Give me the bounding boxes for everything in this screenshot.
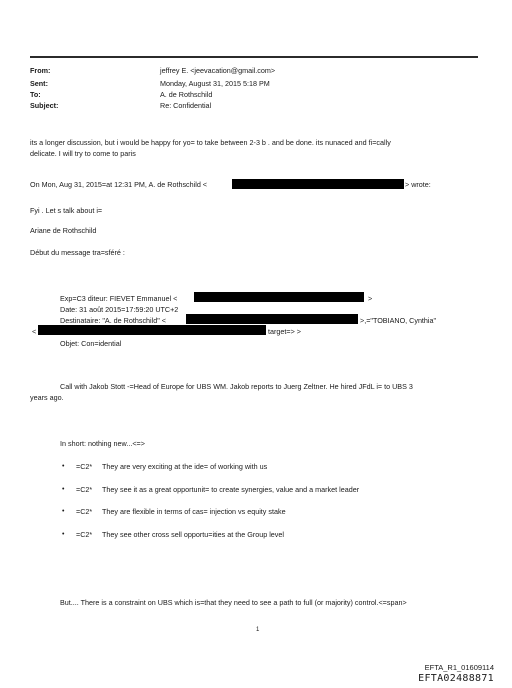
to-value: A. de Rothschild	[160, 90, 213, 99]
summary-line: In short: nothing new...<=>	[60, 439, 145, 448]
to-label: To:	[30, 90, 41, 99]
from-value: jeffrey E. <jeevacation@gmail.com>	[160, 66, 276, 75]
bullet-prefix: =C2*	[76, 462, 93, 471]
forward-to-tail: >,="TOBIANO, Cynthia"	[360, 316, 437, 325]
forward-date: Date: 31 août 2015=17:59:20 UTC+2	[60, 305, 179, 314]
bullet-marker: •	[62, 531, 65, 538]
document-id: EFTA02488871	[418, 673, 494, 684]
sent-label: Sent:	[30, 79, 48, 88]
forward-subject: Objet: Con=idential	[60, 339, 122, 348]
subject-label: Subject:	[30, 101, 59, 110]
forward-from: Exp=C3 diteur: FIEVET Emmanuel <	[60, 294, 178, 303]
bullet-prefix: =C2*	[76, 530, 93, 539]
redaction-box	[232, 179, 404, 189]
quote-intro: On Mon, Aug 31, 2015=at 12:31 PM, A. de Rothschild <	[30, 180, 208, 189]
from-label: From:	[30, 66, 51, 75]
quote-wrote: > wrote:	[405, 180, 431, 189]
document-reference: EFTA_R1_01609114	[424, 663, 494, 672]
fyi-line: Fyi . Let s talk about i=	[30, 206, 103, 215]
redaction-box	[38, 325, 266, 335]
reply-line-2: delicate. I will try to come to paris	[30, 149, 136, 158]
bullet-text: They are very exciting at the ide= of working with us	[102, 462, 268, 471]
page-number: 1	[256, 627, 260, 633]
bullet-marker: •	[62, 463, 65, 470]
bullet-text: They see it as a great opportunit= to create synergies, value and a market leader	[102, 485, 360, 494]
bullet-text: They see other cross sell opportu=ities at the Group level	[102, 530, 284, 539]
forward-to: Destinataire: "A. de Rothschild" <	[60, 316, 166, 325]
forward-from-close: >	[368, 294, 373, 303]
bullet-marker: •	[62, 508, 65, 515]
subject-value: Re: Confidential	[160, 101, 212, 110]
header-divider	[30, 56, 478, 58]
redaction-box	[194, 292, 364, 302]
call-line-1: Call with Jakob Stott -=Head of Europe for UBS WM. Jakob reports to Juerg Zeltner. He hired JFdL i= to UBS 3	[60, 382, 413, 391]
bullet-prefix: =C2*	[76, 485, 93, 494]
signature-name: Ariane de Rothschild	[30, 226, 97, 235]
constraint-line: But.... There is a constraint on UBS which is=that they need to see a path to full (or majority) control.<=span>	[60, 598, 407, 607]
bullet-marker: •	[62, 486, 65, 493]
call-line-2: years ago.	[30, 393, 64, 402]
forwarded-notice: Début du message tra=sféré :	[30, 248, 125, 257]
sent-value: Monday, August 31, 2015 5:18 PM	[160, 79, 270, 88]
forward-target: target=> >	[268, 327, 301, 336]
bullet-text: They are flexible in terms of cas= injection vs equity stake	[102, 507, 286, 516]
reply-line-1: its a longer discussion, but i would be happy for yo= to take between 2-3 b . and be done. its nunaced and fi=cally	[30, 138, 391, 147]
forward-cc-open: <	[32, 327, 37, 336]
bullet-prefix: =C2*	[76, 507, 93, 516]
redaction-box	[186, 314, 358, 324]
